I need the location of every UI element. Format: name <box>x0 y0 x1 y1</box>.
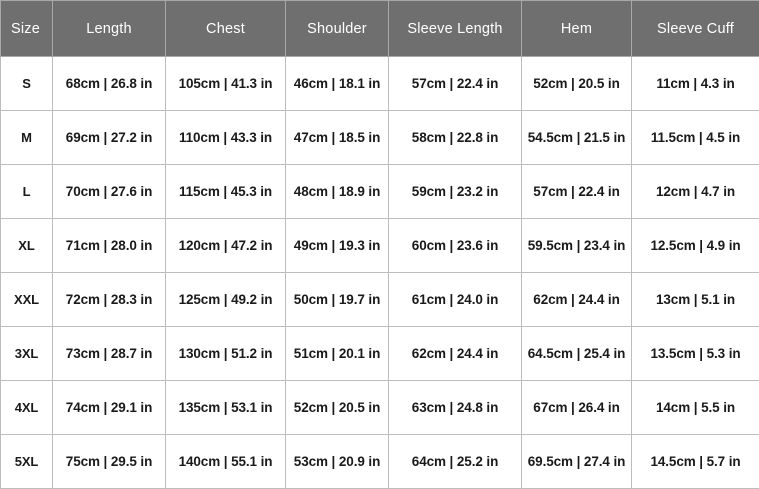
cell-sleeve-length: 61cm | 24.0 in <box>389 273 522 327</box>
column-header-chest: Chest <box>166 1 286 57</box>
cell-size: XXL <box>1 273 53 327</box>
cell-length: 73cm | 28.7 in <box>53 327 166 381</box>
cell-size: 3XL <box>1 327 53 381</box>
header-row <box>1 1 759 57</box>
cell-hem: 57cm | 22.4 in <box>522 165 632 219</box>
table-row <box>1 327 759 381</box>
cell-size: XL <box>1 219 53 273</box>
cell-length: 72cm | 28.3 in <box>53 273 166 327</box>
cell-shoulder: 51cm | 20.1 in <box>286 327 389 381</box>
column-header-hem: Hem <box>522 1 632 57</box>
cell-sleeve-length: 60cm | 23.6 in <box>389 219 522 273</box>
cell-hem: 54.5cm | 21.5 in <box>522 111 632 165</box>
cell-sleeve-length: 58cm | 22.8 in <box>389 111 522 165</box>
cell-sleeve-cuff: 13.5cm | 5.3 in <box>632 327 759 381</box>
cell-chest: 120cm | 47.2 in <box>166 219 286 273</box>
table-header <box>1 1 759 57</box>
column-header-length: Length <box>53 1 166 57</box>
cell-sleeve-cuff: 11cm | 4.3 in <box>632 57 759 111</box>
cell-size: 5XL <box>1 435 53 489</box>
cell-chest: 140cm | 55.1 in <box>166 435 286 489</box>
cell-sleeve-length: 64cm | 25.2 in <box>389 435 522 489</box>
cell-sleeve-length: 63cm | 24.8 in <box>389 381 522 435</box>
cell-size: 4XL <box>1 381 53 435</box>
cell-sleeve-cuff: 14cm | 5.5 in <box>632 381 759 435</box>
table-row <box>1 219 759 273</box>
cell-length: 68cm | 26.8 in <box>53 57 166 111</box>
cell-sleeve-length: 62cm | 24.4 in <box>389 327 522 381</box>
cell-length: 71cm | 28.0 in <box>53 219 166 273</box>
cell-size: L <box>1 165 53 219</box>
cell-sleeve-cuff: 14.5cm | 5.7 in <box>632 435 759 489</box>
cell-hem: 64.5cm | 25.4 in <box>522 327 632 381</box>
cell-sleeve-length: 59cm | 23.2 in <box>389 165 522 219</box>
cell-size: M <box>1 111 53 165</box>
cell-chest: 125cm | 49.2 in <box>166 273 286 327</box>
cell-hem: 62cm | 24.4 in <box>522 273 632 327</box>
cell-chest: 105cm | 41.3 in <box>166 57 286 111</box>
cell-sleeve-cuff: 12.5cm | 4.9 in <box>632 219 759 273</box>
cell-shoulder: 52cm | 20.5 in <box>286 381 389 435</box>
cell-chest: 130cm | 51.2 in <box>166 327 286 381</box>
cell-chest: 135cm | 53.1 in <box>166 381 286 435</box>
table-row <box>1 165 759 219</box>
column-header-shoulder: Shoulder <box>286 1 389 57</box>
cell-shoulder: 46cm | 18.1 in <box>286 57 389 111</box>
cell-hem: 52cm | 20.5 in <box>522 57 632 111</box>
cell-length: 75cm | 29.5 in <box>53 435 166 489</box>
column-header-size: Size <box>1 1 53 57</box>
cell-length: 70cm | 27.6 in <box>53 165 166 219</box>
cell-sleeve-cuff: 11.5cm | 4.5 in <box>632 111 759 165</box>
cell-shoulder: 48cm | 18.9 in <box>286 165 389 219</box>
cell-sleeve-length: 57cm | 22.4 in <box>389 57 522 111</box>
cell-sleeve-cuff: 13cm | 5.1 in <box>632 273 759 327</box>
table-row <box>1 111 759 165</box>
cell-size: S <box>1 57 53 111</box>
cell-sleeve-cuff: 12cm | 4.7 in <box>632 165 759 219</box>
table-row <box>1 57 759 111</box>
column-header-sleeve-length: Sleeve Length <box>389 1 522 57</box>
cell-hem: 67cm | 26.4 in <box>522 381 632 435</box>
cell-shoulder: 47cm | 18.5 in <box>286 111 389 165</box>
cell-hem: 59.5cm | 23.4 in <box>522 219 632 273</box>
cell-length: 74cm | 29.1 in <box>53 381 166 435</box>
cell-chest: 110cm | 43.3 in <box>166 111 286 165</box>
cell-length: 69cm | 27.2 in <box>53 111 166 165</box>
table-body <box>1 57 759 489</box>
cell-shoulder: 49cm | 19.3 in <box>286 219 389 273</box>
table-row <box>1 435 759 489</box>
cell-shoulder: 53cm | 20.9 in <box>286 435 389 489</box>
column-header-sleeve-cuff: Sleeve Cuff <box>632 1 759 57</box>
cell-hem: 69.5cm | 27.4 in <box>522 435 632 489</box>
cell-shoulder: 50cm | 19.7 in <box>286 273 389 327</box>
cell-chest: 115cm | 45.3 in <box>166 165 286 219</box>
table-row <box>1 381 759 435</box>
table-row <box>1 273 759 327</box>
